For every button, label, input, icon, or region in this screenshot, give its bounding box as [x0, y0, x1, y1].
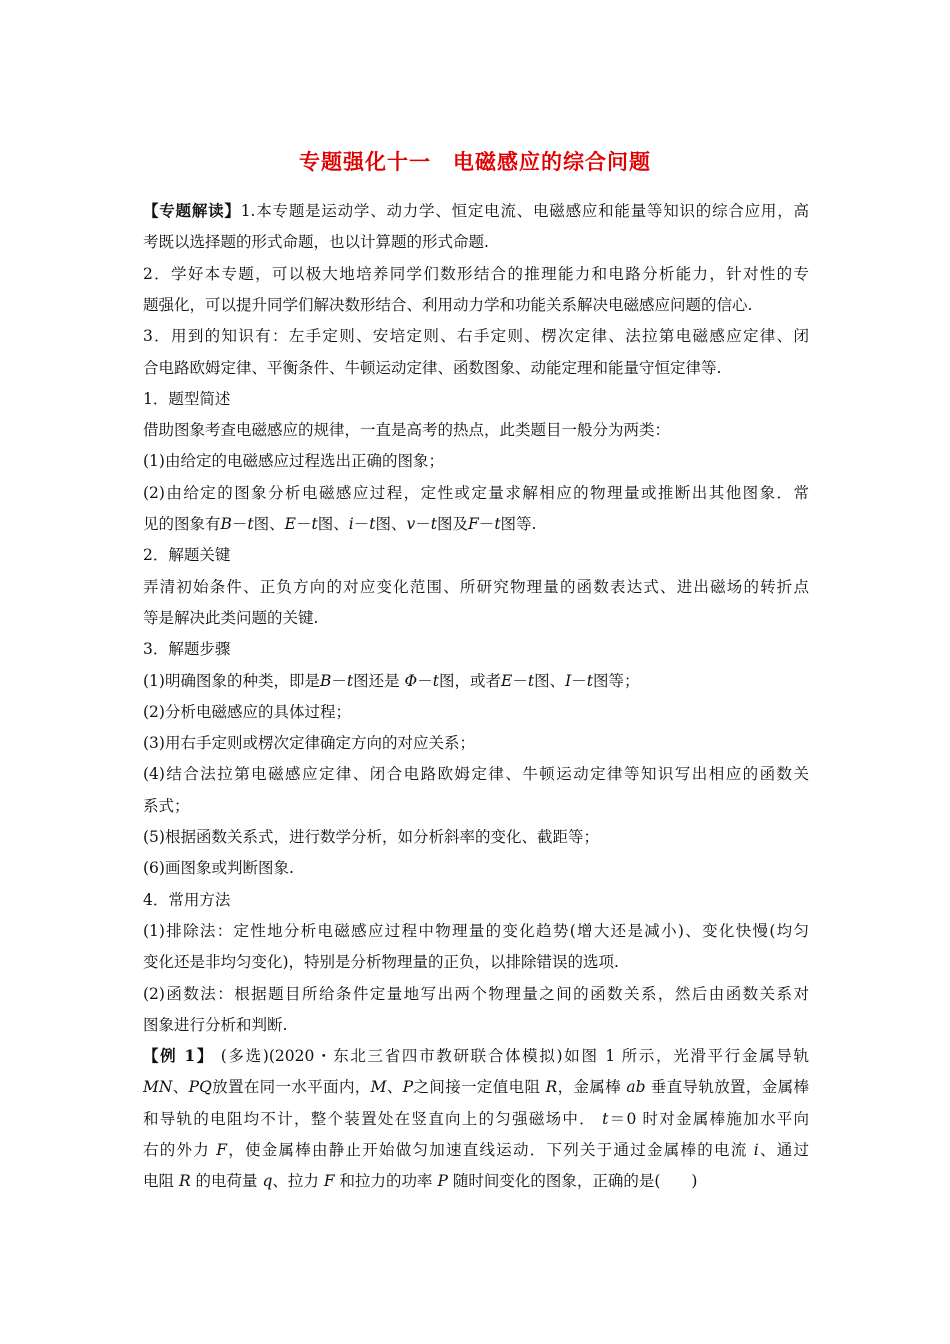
math-symbol: MN	[143, 1078, 173, 1096]
text-line	[143, 984, 809, 1004]
text-line	[143, 890, 809, 910]
text-segment: 3．用到的知识有：左手定则、安培定则、右手定则、楞次定律、法拉第电磁感应定律、闭	[143, 327, 809, 345]
text-line	[143, 733, 809, 753]
math-symbol: t	[432, 672, 440, 690]
text-segment: 、拉力	[272, 1172, 324, 1190]
text-segment: 题强化，可以提升同学们解决数形结合、利用动力学和功能关系解决电磁感应问题的信心.	[143, 296, 753, 314]
text-segment: 1．题型简述	[143, 390, 231, 408]
math-symbol: F	[216, 1141, 227, 1159]
text-segment: 和拉力的功率	[334, 1172, 438, 1190]
text-line	[143, 514, 809, 534]
text-segment: －	[478, 515, 495, 533]
text-segment: －	[417, 672, 433, 690]
text-segment: 图象进行分析和判断.	[143, 1016, 288, 1034]
text-segment: 2．学好本专题，可以极大地培养同学们数形结合的推理能力和电路分析能力，针对性的专	[143, 265, 809, 283]
text-segment: 图等.	[500, 515, 537, 533]
text-segment: 见的图象有	[143, 515, 221, 533]
math-symbol: B	[319, 672, 332, 690]
math-symbol: t	[311, 515, 318, 533]
text-segment: 电阻	[143, 1172, 179, 1190]
text-segment: ，金属棒	[557, 1078, 627, 1096]
text-segment: ，使金属棒由静止开始做匀加速直线运动．下列关于通过金属棒的电流	[226, 1141, 754, 1159]
math-symbol: v	[406, 515, 416, 533]
text-segment: 放置在同一水平面内，	[211, 1078, 371, 1096]
math-symbol: t	[602, 1110, 609, 1128]
text-segment: (4)结合法拉第电磁感应定律、闭合电路欧姆定律、牛顿运动定律等知识写出相应的函数关	[143, 765, 809, 783]
text-segment: 右的外力	[143, 1141, 217, 1159]
text-line	[143, 1109, 809, 1129]
text-segment: 3．解题步骤	[143, 640, 231, 658]
math-symbol: t	[346, 672, 354, 690]
text-line	[143, 1171, 809, 1191]
math-symbol: R	[178, 1172, 191, 1190]
text-segment: 图还是	[353, 672, 405, 690]
text-segment: －	[415, 515, 431, 533]
text-segment: (多选)(2020・东北三省四市教研联合体模拟)如图 1 所示，光滑平行金属导轨	[214, 1047, 809, 1065]
text-segment: 垂直导轨放置，金属棒	[645, 1078, 809, 1096]
text-line	[143, 952, 809, 972]
text-segment: 1.本专题是运动学、动力学、恒定电流、电磁感应和能量等知识的综合应用，高	[240, 202, 809, 220]
math-symbol: F	[323, 1172, 335, 1190]
math-symbol: Φ	[404, 672, 418, 690]
math-symbol: F	[468, 515, 479, 533]
text-segment: 弄清初始条件、正负方向的对应变化范围、所研究物理量的函数表达式、进出磁场的转折点	[143, 578, 809, 596]
text-line	[143, 921, 809, 941]
heading-label: 【例 1】	[143, 1046, 215, 1065]
text-line	[143, 326, 809, 346]
text-segment: 、	[172, 1078, 189, 1096]
math-symbol: q	[262, 1172, 273, 1190]
text-line	[143, 545, 809, 565]
text-segment: (2)分析电磁感应的具体过程；	[143, 703, 351, 721]
text-line	[143, 1046, 809, 1066]
math-symbol: i	[753, 1141, 759, 1159]
text-line	[143, 702, 809, 722]
text-line	[143, 451, 809, 471]
text-line	[143, 483, 809, 503]
text-segment: －	[296, 515, 312, 533]
text-segment: 2．解题关键	[143, 546, 231, 564]
text-segment: 的电荷量	[190, 1172, 263, 1190]
text-line	[143, 389, 809, 409]
math-symbol: t	[494, 515, 501, 533]
text-line	[143, 608, 809, 628]
text-line	[143, 1077, 809, 1097]
math-symbol: t	[369, 515, 376, 533]
text-segment: 、	[386, 1078, 403, 1096]
math-symbol: t	[527, 672, 535, 690]
text-line	[143, 577, 809, 597]
text-line	[143, 201, 809, 221]
heading-label: 【专题解读】	[143, 201, 241, 220]
text-segment: 图、	[375, 515, 407, 533]
math-symbol: R	[545, 1078, 558, 1096]
text-line	[143, 796, 809, 816]
text-line	[143, 764, 809, 784]
text-segment: 借助图象考查电磁感应的规律，一直是高考的热点，此类题目一般分为两类：	[143, 421, 671, 439]
text-segment: －	[512, 672, 528, 690]
math-symbol: t	[247, 515, 254, 533]
text-segment: 图及	[437, 515, 469, 533]
math-symbol: I	[565, 672, 572, 690]
text-line	[143, 639, 809, 659]
text-segment: 、通过	[758, 1141, 809, 1159]
text-line	[143, 358, 809, 378]
text-segment: (5)根据函数关系式，进行数学分析，如分析斜率的变化、截距等；	[143, 828, 599, 846]
text-segment: 系式；	[143, 797, 190, 815]
text-segment: (3)用右手定则或楞次定律确定方向的对应关系；	[143, 734, 475, 752]
text-segment: ＝0 时对金属棒施加水平向	[608, 1110, 809, 1128]
text-line	[143, 1140, 809, 1160]
text-segment: 图、	[253, 515, 285, 533]
text-line	[143, 671, 809, 691]
math-symbol: P	[437, 1172, 448, 1190]
math-symbol: P	[402, 1078, 414, 1096]
text-segment: 变化还是非均匀变化)，特别是分析物理量的正负，以排除错误的选项.	[143, 953, 619, 971]
text-segment: (1)由给定的电磁感应过程选出正确的图象；	[143, 452, 444, 470]
text-segment: 图、	[317, 515, 349, 533]
math-symbol: t	[430, 515, 438, 533]
text-line	[143, 858, 809, 878]
text-line	[143, 420, 809, 440]
text-segment: －	[231, 515, 248, 533]
math-symbol: E	[501, 672, 513, 690]
math-symbol: B	[220, 515, 232, 533]
page-title: 专题强化十一 电磁感应的综合问题	[299, 149, 651, 174]
text-segment: －	[571, 672, 587, 690]
text-segment: (2)由给定的图象分析电磁感应过程，定性或定量求解相应的物理量或推断出其他图象．常	[143, 484, 809, 502]
text-segment: 图等；	[593, 672, 640, 690]
text-segment: (1)明确图象的种类，即是	[143, 672, 320, 690]
text-segment: 考既以选择题的形式命题，也以计算题的形式命题.	[143, 233, 489, 251]
math-symbol: ab	[626, 1078, 646, 1096]
text-segment: 图、	[534, 672, 566, 690]
text-segment: 和导轨的电阻均不计，整个装置处在竖直向上的匀强磁场中．	[143, 1110, 603, 1128]
text-line	[143, 827, 809, 847]
math-symbol: i	[348, 515, 354, 533]
text-segment: 之间接一定值电阻	[413, 1078, 546, 1096]
text-segment: －	[331, 672, 347, 690]
text-line	[143, 295, 809, 315]
text-segment: －	[353, 515, 370, 533]
text-segment: 随时间变化的图象，正确的是( )	[447, 1172, 698, 1190]
math-symbol: t	[586, 672, 593, 690]
text-line	[143, 232, 809, 252]
math-symbol: PQ	[188, 1078, 212, 1096]
text-segment: 合电路欧姆定律、平衡条件、牛顿运动定律、函数图象、动能定理和能量守恒定律等.	[143, 359, 722, 377]
text-line	[143, 1015, 809, 1035]
text-segment: 4．常用方法	[143, 891, 231, 909]
text-segment: (1)排除法：定性地分析电磁感应过程中物理量的变化趋势(增大还是减小)、变化快慢(均匀	[143, 922, 809, 940]
text-segment: 图，或者	[439, 672, 502, 690]
text-segment: (6)画图象或判断图象.	[143, 859, 294, 877]
text-segment: 等是解决此类问题的关键.	[143, 609, 319, 627]
text-segment: (2)函数法：根据题目所给条件定量地写出两个物理量之间的函数关系，然后由函数关系对	[143, 985, 809, 1003]
math-symbol: M	[370, 1078, 387, 1096]
text-line	[143, 264, 809, 284]
math-symbol: E	[284, 515, 296, 533]
